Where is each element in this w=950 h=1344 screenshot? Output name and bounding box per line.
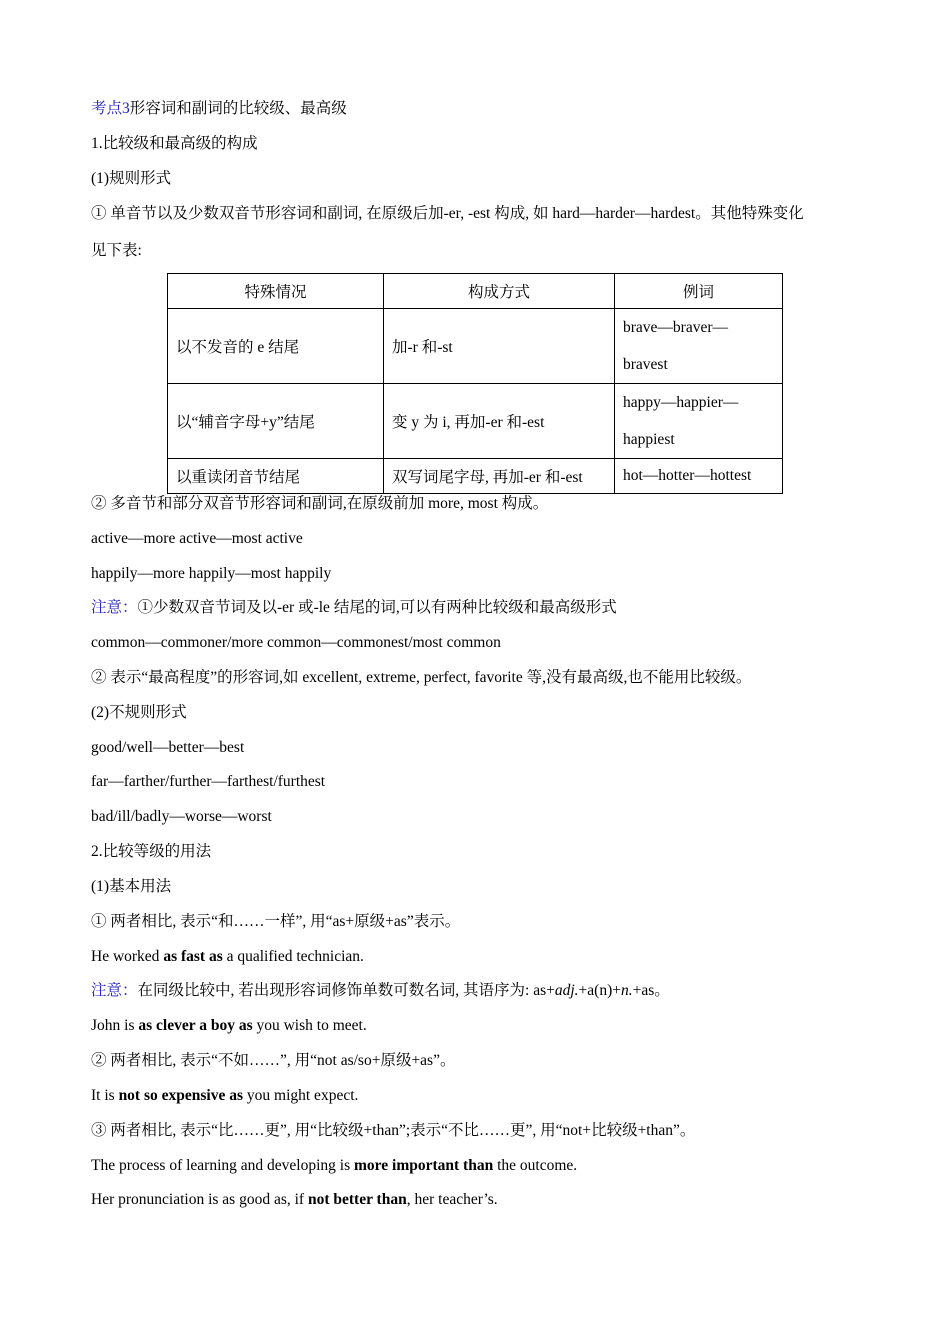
- sentence-text: The process of learning and developing is: [91, 1157, 354, 1174]
- irregular-good: good/well—better—best: [91, 739, 245, 756]
- example-active: active—more active—most active: [91, 530, 303, 547]
- sentence-text: Her pronunciation is as good as, if: [91, 1191, 308, 1208]
- sentence-bold: not so expensive as: [118, 1087, 244, 1104]
- sentence-text: John is: [91, 1017, 139, 1034]
- subheading-basic: (1)基本用法: [91, 878, 172, 895]
- sentence-one: [91, 947, 364, 967]
- subheading-regular: (1)规则形式: [91, 170, 172, 187]
- sentence-text: you wish to meet.: [252, 1017, 367, 1034]
- usage-two: ② 两者相比, 表示“不如……”, 用“not as/so+原级+as”。: [91, 1052, 456, 1069]
- example-line: bravest: [623, 356, 668, 373]
- method-cell: 双写词尾字母, 再加-er 和-est: [384, 459, 615, 494]
- case-cell: 以“辅音字母+y”结尾: [168, 384, 384, 459]
- sentence-five: [91, 1190, 498, 1210]
- note-text: +as。: [632, 982, 670, 999]
- sentence-text: a qualified technician.: [222, 948, 364, 965]
- section-tag: 考点3: [91, 100, 130, 117]
- note-one: [91, 598, 617, 618]
- case-cell: 以重读闭音节结尾: [168, 459, 384, 494]
- note-italic: n.: [620, 982, 633, 999]
- table-header-row: [168, 274, 783, 309]
- table-row: [168, 309, 783, 384]
- sentence-text: It is: [91, 1087, 119, 1104]
- sentence-four: [91, 1156, 577, 1176]
- note-text: +a(n)+: [578, 982, 621, 999]
- note-text: 在同级比较中, 若出现形容词修饰单数可数名词, 其语序为: as+: [137, 982, 555, 999]
- method-cell: 变 y 为 i, 再加-er 和-est: [384, 384, 615, 459]
- usage-one: ① 两者相比, 表示“和……一样”, 用“as+原级+as”表示。: [91, 913, 461, 930]
- heading-formation: 1.比较级和最高级的构成: [91, 135, 258, 152]
- note-label: 注意：: [91, 982, 138, 999]
- method-cell: 加-r 和-st: [384, 309, 615, 384]
- sentence-bold: not better than: [307, 1191, 407, 1208]
- usage-three: ③ 两者相比, 表示“比……更”, 用“比较级+than”;表示“不比……更”, 用“not+比较级+than”。: [91, 1122, 696, 1139]
- sentence-text: He worked: [91, 948, 164, 965]
- sentence-three: [91, 1086, 358, 1106]
- example-common: common—commoner/more common—commonest/most common: [91, 634, 501, 651]
- section-title-text: 形容词和副词的比较级、最高级: [129, 100, 347, 117]
- note-text: ①少数双音节词及以-er 或-le 结尾的词,可以有两种比较级和最高级形式: [137, 599, 617, 616]
- special-cases-table: [167, 273, 783, 494]
- irregular-far: far—farther/further—farthest/furthest: [91, 773, 326, 790]
- note-label: 注意：: [91, 599, 138, 616]
- note-italic: adj.: [554, 982, 579, 999]
- example-happily: happily—more happily—most happily: [91, 565, 332, 582]
- case-cell: 以不发音的 e 结尾: [168, 309, 384, 384]
- sentence-two: [91, 1016, 367, 1036]
- rule-two: ② 多音节和部分双音节形容词和副词,在原级前加 more, most 构成。: [91, 495, 549, 512]
- example-cell: [615, 384, 783, 459]
- table-header-cell: 构成方式: [384, 274, 615, 309]
- table-header-cell: 例词: [615, 274, 783, 309]
- note-three: [91, 981, 670, 1001]
- example-line: brave—braver—: [623, 319, 729, 336]
- example-line: happiest: [623, 431, 675, 448]
- table-row: [168, 384, 783, 459]
- heading-usage: 2.比较等级的用法: [91, 843, 212, 860]
- note-two: ② 表示“最高程度”的形容词,如 excellent, extreme, perfect, favorite 等,没有最高级,也不能用比较级。: [91, 669, 752, 686]
- sentence-bold: more important than: [354, 1157, 494, 1174]
- subheading-irregular: (2)不规则形式: [91, 704, 187, 721]
- sentence-text: , her teacher’s.: [406, 1191, 498, 1208]
- table-header-cell: 特殊情况: [168, 274, 384, 309]
- section-title: [91, 99, 347, 119]
- sentence-bold: as clever a boy as: [138, 1017, 253, 1034]
- irregular-bad: bad/ill/badly—worse—worst: [91, 808, 272, 825]
- sentence-bold: as fast as: [163, 948, 223, 965]
- example-cell: hot—hotter—hottest: [615, 459, 783, 494]
- rule-one: ① 单音节以及少数双音节形容词和副词, 在原级后加-er, -est 构成, 如 hard—harder—hardest。其他特殊变化: [91, 205, 804, 222]
- sentence-text: you might expect.: [243, 1087, 359, 1104]
- example-cell: [615, 309, 783, 384]
- sentence-text: the outcome.: [493, 1157, 578, 1174]
- table-row: [168, 459, 783, 494]
- example-line: happy—happier—: [623, 394, 739, 411]
- rule-one-cont: 见下表:: [91, 242, 142, 259]
